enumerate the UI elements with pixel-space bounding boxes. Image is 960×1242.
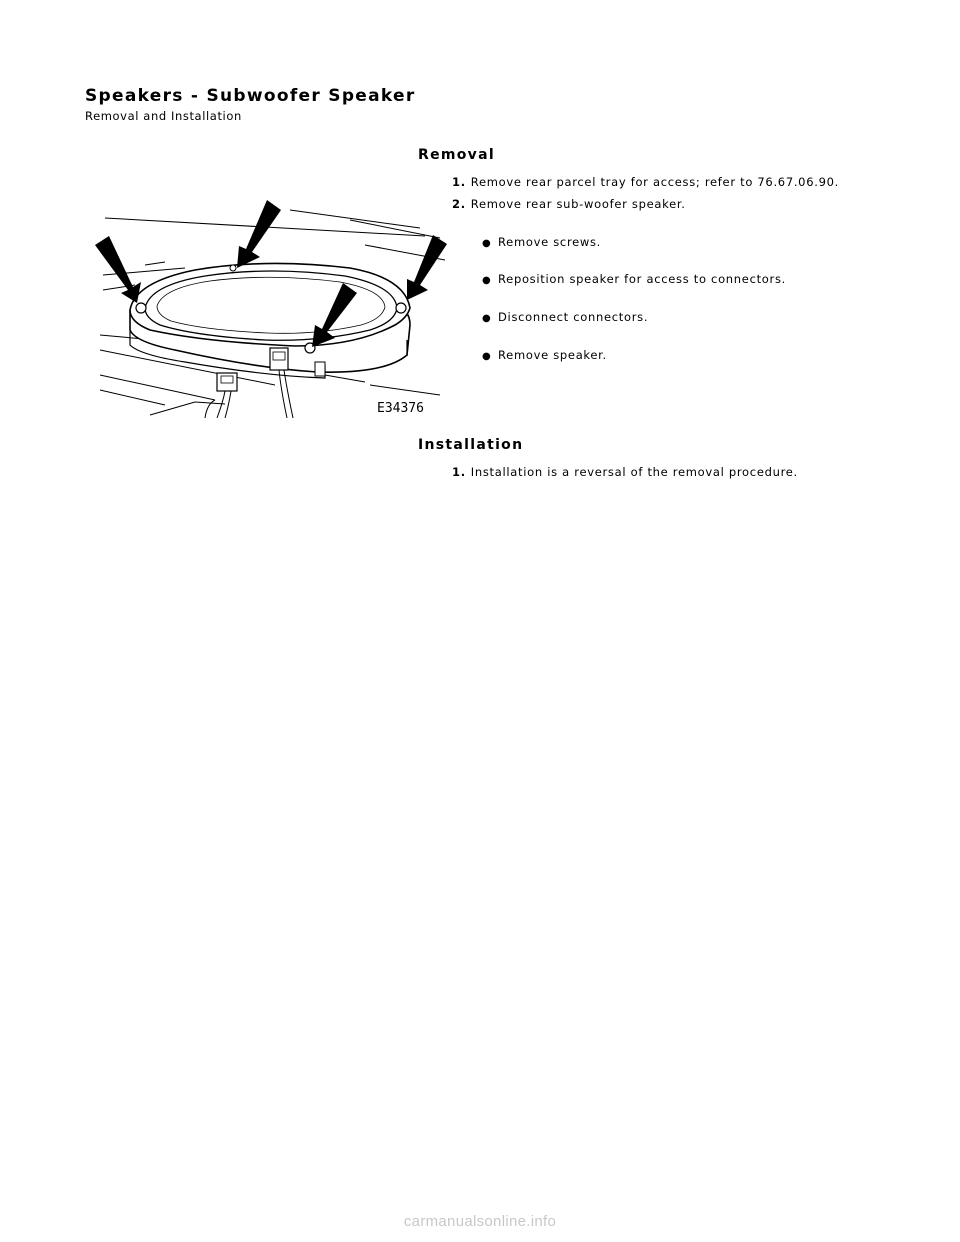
- step-number: 2.: [452, 197, 466, 211]
- watermark: carmanualsonline.info: [403, 1213, 557, 1230]
- removal-step-2: [452, 197, 686, 211]
- page-title: Speakers - Subwoofer Speaker: [85, 86, 416, 106]
- bullet-text: Remove speaker.: [498, 348, 607, 362]
- bullet-icon: ●: [482, 351, 492, 362]
- step-number: 1.: [452, 465, 466, 479]
- bullet-item: [482, 310, 648, 324]
- bullet-text: Remove screws.: [498, 235, 602, 249]
- step-text: Installation is a reversal of the removal procedure.: [470, 465, 798, 479]
- bullet-item: [482, 272, 786, 286]
- subwoofer-speaker-illustration: [95, 190, 450, 420]
- bullet-text: Disconnect connectors.: [498, 310, 649, 324]
- removal-heading: Removal: [418, 147, 495, 163]
- page-subtitle: Removal and Installation: [85, 109, 242, 123]
- installation-heading: Installation: [418, 437, 524, 453]
- bullet-text: Reposition speaker for access to connectors.: [498, 272, 787, 286]
- bullet-icon: ●: [482, 313, 492, 324]
- step-number: 1.: [452, 175, 466, 189]
- installation-step-1: [452, 465, 798, 479]
- bullet-item: [482, 348, 607, 362]
- bullet-icon: ●: [482, 238, 492, 249]
- step-text: Remove rear parcel tray for access; refer to 76.67.06.90.: [470, 175, 839, 189]
- bullet-item: [482, 235, 601, 249]
- bullet-icon: ●: [482, 275, 492, 286]
- step-text: Remove rear sub-woofer speaker.: [470, 197, 686, 211]
- removal-step-1: [452, 175, 839, 189]
- figure-label: E34376: [377, 401, 424, 416]
